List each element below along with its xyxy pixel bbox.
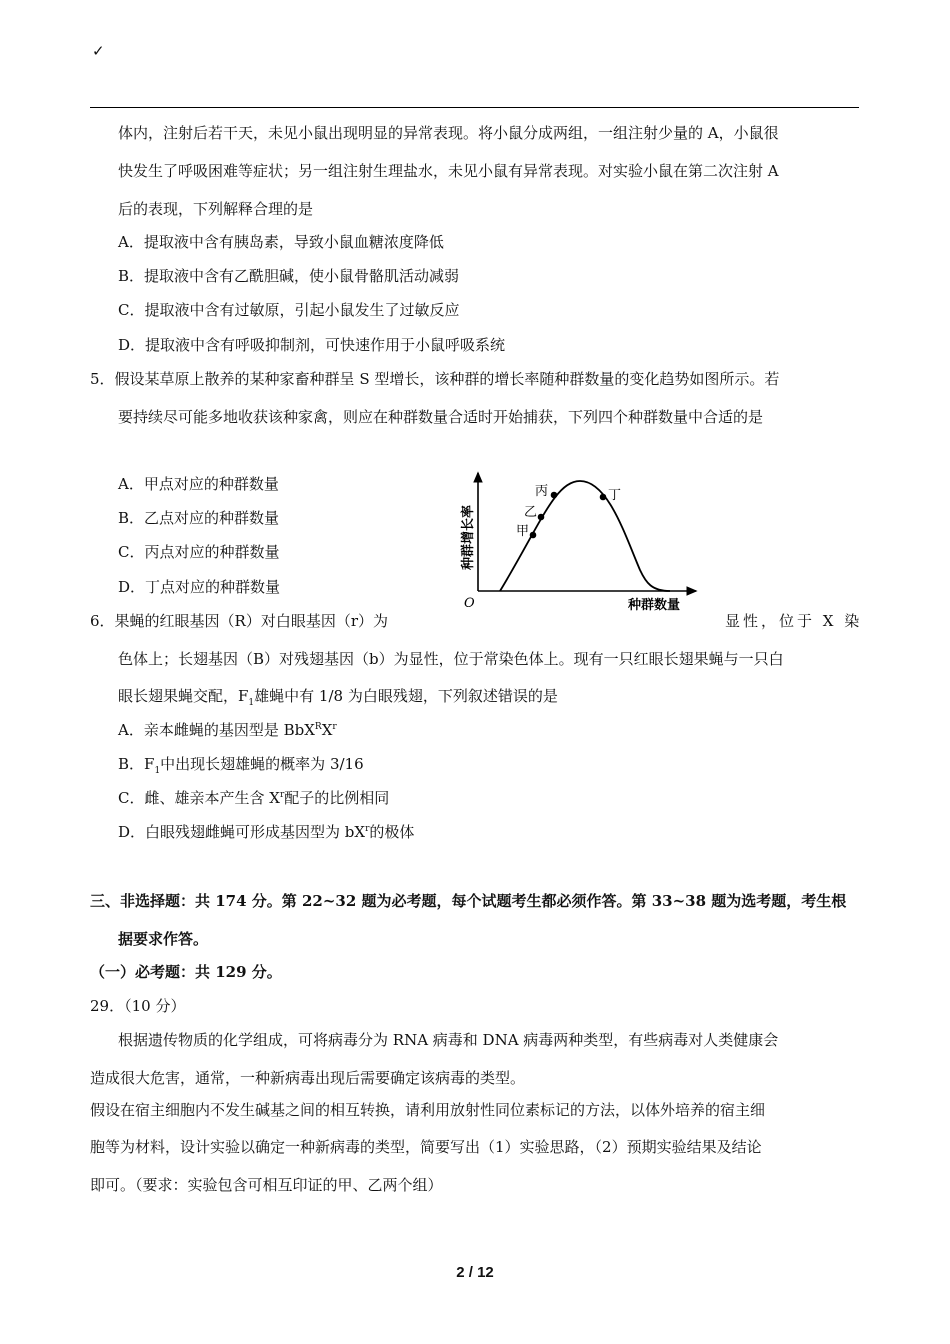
x-axis-label: 种群数量 xyxy=(628,598,681,613)
section3-subheading: （一）必考题：共 129 分。 xyxy=(90,963,282,981)
q6-line3: 眼长翅果蝇交配，$F_1$雄蝇中有 1/8 为白眼残翅，下列叙述错误的是 xyxy=(118,687,558,708)
label-yi: 乙 xyxy=(524,505,538,520)
q5-option-a: A．甲点对应的种群数量 xyxy=(118,475,279,493)
q4-option-d: D．提取液中含有呼吸抑制剂，可快速作用于小鼠呼吸系统 xyxy=(118,336,506,354)
q29-para2-line1: 假设在宿主细胞内不发生碱基之间的相互转换，请利用放射性同位素标记的方法，以体外培养的宿主细 xyxy=(90,1101,766,1119)
checkmark: ✓ xyxy=(92,42,105,60)
section3-heading-line2: 据要求作答。 xyxy=(118,930,209,948)
q5-option-d: D．丁点对应的种群数量 xyxy=(118,578,281,596)
q4-line3: 后的表现，下列解释合理的是 xyxy=(118,200,314,218)
q6-line2: 色体上；长翅基因（B）对残翅基因（b）为显性，位于常染色体上。现有一只红眼长翅果蝇与一只白 xyxy=(118,650,784,668)
q4-line2: 快发生了呼吸困难等症状；另一组注射生理盐水，未见小鼠有异常表现。对实验小鼠在第二次注射 A xyxy=(118,162,779,180)
page-number: 2 / 12 xyxy=(456,1264,494,1281)
q5-line1: 5．假设某草原上散养的某种家畜种群呈 S 型增长，该种群的增长率随种群数量的变化趋势如图所示。若 xyxy=(90,370,780,388)
q6-line1-right: 显性，位于 X 染 xyxy=(725,612,863,630)
label-ding: 丁 xyxy=(608,488,622,503)
q29-para2-line3: 即可。（要求：实验包含可相互印证的甲、乙两个组） xyxy=(90,1176,443,1194)
section3-heading-line1: 三、非选择题：共 174 分。第 22~32 题为必考题，每个试题考生都必须作答。第 33~38 题为选考题，考生根 xyxy=(90,892,847,910)
q6-line1-left: 6．果蝇的红眼基因（R）对白眼基因（r）为 xyxy=(90,612,389,630)
point-jia xyxy=(530,532,537,539)
q29-para1-line2: 造成很大危害，通常，一种新病毒出现后需要确定该病毒的类型。 xyxy=(90,1069,526,1087)
q5-option-c: C．丙点对应的种群数量 xyxy=(118,543,280,561)
point-bing xyxy=(551,492,558,499)
label-bing: 丙 xyxy=(535,484,549,499)
q29-para2-line2: 胞等为材料，设计实验以确定一种新病毒的类型，简要写出（1）实验思路，（2）预期实验结果及结论 xyxy=(90,1138,762,1156)
q5-line2: 要持续尽可能多地收获该种家禽，则应在种群数量合适时开始捕获，下列四个种群数量中合适的是 xyxy=(118,408,764,426)
point-yi xyxy=(538,514,545,521)
y-axis-label: 种群增长率 xyxy=(461,504,476,570)
header-rule xyxy=(90,107,859,108)
q6-option-c: C．雌、雄亲本产生含 $X^r$配子的比例相同 xyxy=(118,789,390,807)
q4-line1: 体内，注射后若干天，未见小鼠出现明显的异常表现。将小鼠分成两组，一组注射少量的 A，小鼠很 xyxy=(118,124,779,142)
q4-option-a: A．提取液中含有胰岛素，导致小鼠血糖浓度降低 xyxy=(118,233,444,251)
q4-option-c: C．提取液中含有过敏原，引起小鼠发生了过敏反应 xyxy=(118,301,460,319)
q6-option-a: A．亲本雌蝇的基因型是 $BbX^RX^r$ xyxy=(118,721,337,739)
q6-option-d: D．白眼残翅雌蝇可形成基因型为 $bX^r$的极体 xyxy=(118,823,415,841)
label-jia: 甲 xyxy=(516,524,530,539)
growth-rate-graph xyxy=(440,465,720,615)
q5-option-b: B．乙点对应的种群数量 xyxy=(118,509,280,527)
q6-option-b: B．$F_1$中出现长翅雄蝇的概率为 3/16 xyxy=(118,755,364,776)
q29-para1-line1: 根据遗传物质的化学组成，可将病毒分为 RNA 病毒和 DNA 病毒两种类型，有些病毒对人类健康会 xyxy=(118,1031,779,1049)
q29-number: 29．（10 分） xyxy=(90,997,186,1015)
point-ding xyxy=(600,494,607,501)
origin-label: O xyxy=(464,596,475,611)
q4-option-b: B．提取液中含有乙酰胆碱，使小鼠骨骼肌活动减弱 xyxy=(118,267,460,285)
